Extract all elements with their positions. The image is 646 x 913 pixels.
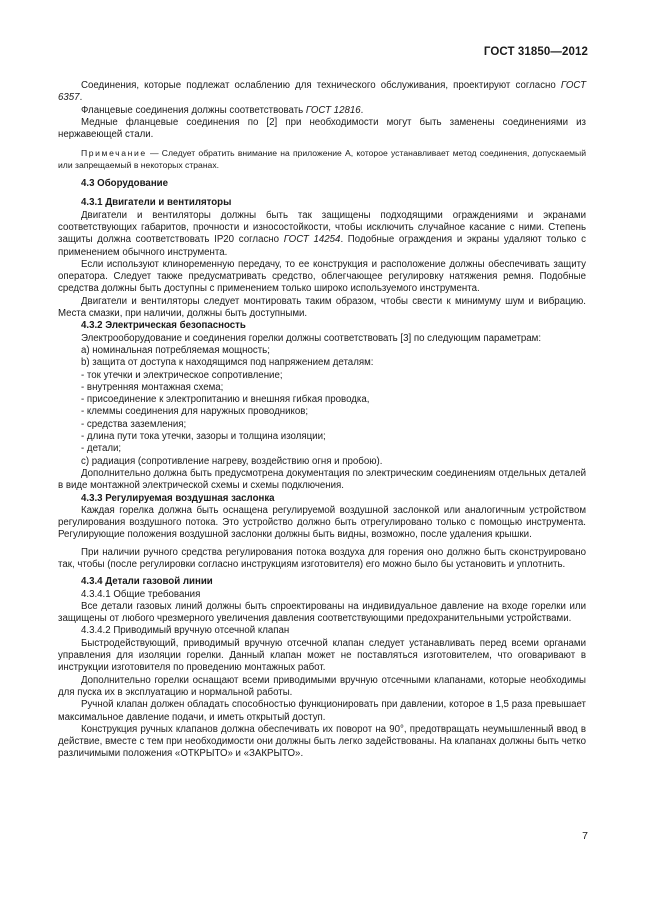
paragraph-4-3-4-2-3: Ручной клапан должен обладать способностью функционировать при давлении, которое в 1,5 раза превышает максимальное давление подачи, и иметь открытый доступ. — [58, 699, 586, 723]
document-header-id: ГОСТ 31850—2012 — [483, 46, 588, 58]
list-item: b) защита от доступа к находящимся под напряжением деталям: — [81, 357, 374, 369]
standard-reference: ГОСТ 12816 — [305, 104, 361, 116]
intro-paragraph-3: Медные фланцевые соединения по [2] при необходимости могут быть заменены соединениями из нержавеющей стали. — [58, 116, 586, 141]
section-heading-4-3: 4.3 Оборудование — [81, 178, 169, 190]
note-paragraph — [58, 148, 586, 171]
paragraph-4-3-2-end: Дополнительно должна быть предусмотрена документация по электрическим соединениям отдельных деталей в виде монтажной электрической схемы и схемы подключения. — [58, 467, 586, 492]
paragraph-4-3-4-2-4: Конструкция ручных клапанов должна обеспечивать их поворот на 90°, предотвращать неумышленный ввод в действие, вместе с тем при необходимости они должны быть легко задействованы. На клапанах должны быть четко различимыми положения «ОТКРЫТО» и «ЗАКРЫТО». — [58, 723, 586, 760]
page-number: 7 — [582, 830, 588, 842]
note-text: — Следует обратить внимание на приложение А, которое устанавливает метод соединения, допускаемый или запрещаемый в некоторых странах. — [58, 148, 586, 170]
note-label: Примечание — [81, 148, 147, 159]
paragraph-4-3-1-1a: Двигатели и вентиляторы должны быть так защищены подходящими ограждениями и экранами соответствующих габаритов, прочности и износостойкости, чтобы исключить случайное касание с ними. Степень защиты должна соответствовать IP20 согласно — [58, 209, 586, 246]
paragraph-4-3-1-2: Если используют клиноременную передачу, то ее конструкция и расположение должны обеспечивать защиту оператора. Следует также предусматривать средство, облегчающее регулировку натяжения ремня. Подобные средства должны быть доступны с применением только широко используемого инструмента. — [58, 258, 586, 295]
section-heading-4-3-2: 4.3.2 Электрическая безопасность — [81, 320, 246, 332]
intro-paragraph-2 — [58, 105, 586, 117]
paragraph-4-3-3-2: При наличии ручного средства регулирования потока воздуха для горения оно должно быть сконструировано так, чтобы (после регулировки согласно инструкциям изготовителя) его можно было бы установить и уплотнить. — [58, 546, 586, 570]
intro-p1-end: . — [79, 92, 83, 104]
list-item: - присоединение к электропитанию и внешняя гибкая проводка, — [81, 394, 370, 406]
paragraph-4-3-4-2-1: Быстродействующий, приводимый вручную отсечной клапан следует устанавливать перед всеми органами управления для изоляции горелки. Данный клапан может не поставляться изготовителем, что оговаривают в инструкции изготовителя по проведению монтажных работ. — [58, 637, 586, 674]
list-item: а) номинальная потребляемая мощность; — [81, 344, 270, 356]
subheading-4-3-4-1: 4.3.4.1 Общие требования — [81, 588, 201, 600]
list-item: - клеммы соединения для наружных проводников; — [81, 406, 309, 418]
paragraph-4-3-2-intro: Электрооборудование и соединения горелки должны соответствовать [3] по следующим параметрам: — [81, 332, 542, 344]
list-item: - внутренняя монтажная схема; — [81, 381, 224, 393]
section-heading-4-3-3: 4.3.3 Регулируемая воздушная заслонка — [81, 492, 275, 504]
standard-reference: ГОСТ 14254 — [283, 234, 341, 246]
intro-p2-text: Фланцевые соединения должны соответствовать — [81, 104, 304, 116]
list-item: - детали; — [81, 443, 122, 455]
list-item: - ток утечки и электрическое сопротивление; — [81, 369, 283, 381]
subheading-4-3-4-2: 4.3.4.2 Приводимый вручную отсечной клапан — [81, 625, 290, 637]
list-item: - длина пути тока утечки, зазоры и толщина изоляции; — [81, 431, 326, 443]
intro-p1-text: Соединения, которые подлежат ослаблению для технического обслуживания, проектируют согласно — [81, 80, 556, 91]
paragraph-4-3-1-3: Двигатели и вентиляторы следует монтировать таким образом, чтобы свести к минимуму шум и вибрацию. Места смазки, при наличии, должны быть доступными. — [58, 295, 586, 320]
paragraph-4-3-1-1 — [58, 210, 586, 259]
list-item: с) радиация (сопротивление нагреву, воздействию огня и пробою). — [81, 455, 383, 467]
intro-paragraph-1 — [58, 80, 586, 105]
paragraph-4-3-4-2-2: Дополнительно горелки оснащают всеми приводимыми вручную отсечными клапанами, которые необходимы для пуска их в эксплуатацию и нормальной работы. — [58, 674, 586, 698]
paragraph-4-3-1-1b: . Подобные ограждения и экраны удаляют только с применением обычного инструмента. — [58, 234, 586, 258]
section-heading-4-3-1: 4.3.1 Двигатели и вентиляторы — [81, 197, 232, 209]
intro-p2-end: . — [360, 104, 364, 116]
paragraph-4-3-4-1: Все детали газовых линий должны быть спроектированы на индивидуальное давление на входе горелки или защищены от любого чрезмерного увеличения давления соответствующими предохранительными устройствами. — [58, 600, 586, 625]
paragraph-4-3-3-1: Каждая горелка должна быть оснащена регулируемой воздушной заслонкой или аналогичным устройством регулирования воздушного потока. Это устройство должно быть отрегулировано только с помощью инструмента. Регулирующие положения воздушной заслонки должны быть видны, возможно, после удаления крышки. — [58, 504, 586, 541]
standard-reference: ГОСТ 6357 — [58, 80, 586, 104]
section-heading-4-3-4: 4.3.4 Детали газовой линии — [81, 576, 213, 588]
list-item: - средства заземления; — [81, 418, 187, 430]
page-body — [58, 80, 586, 761]
